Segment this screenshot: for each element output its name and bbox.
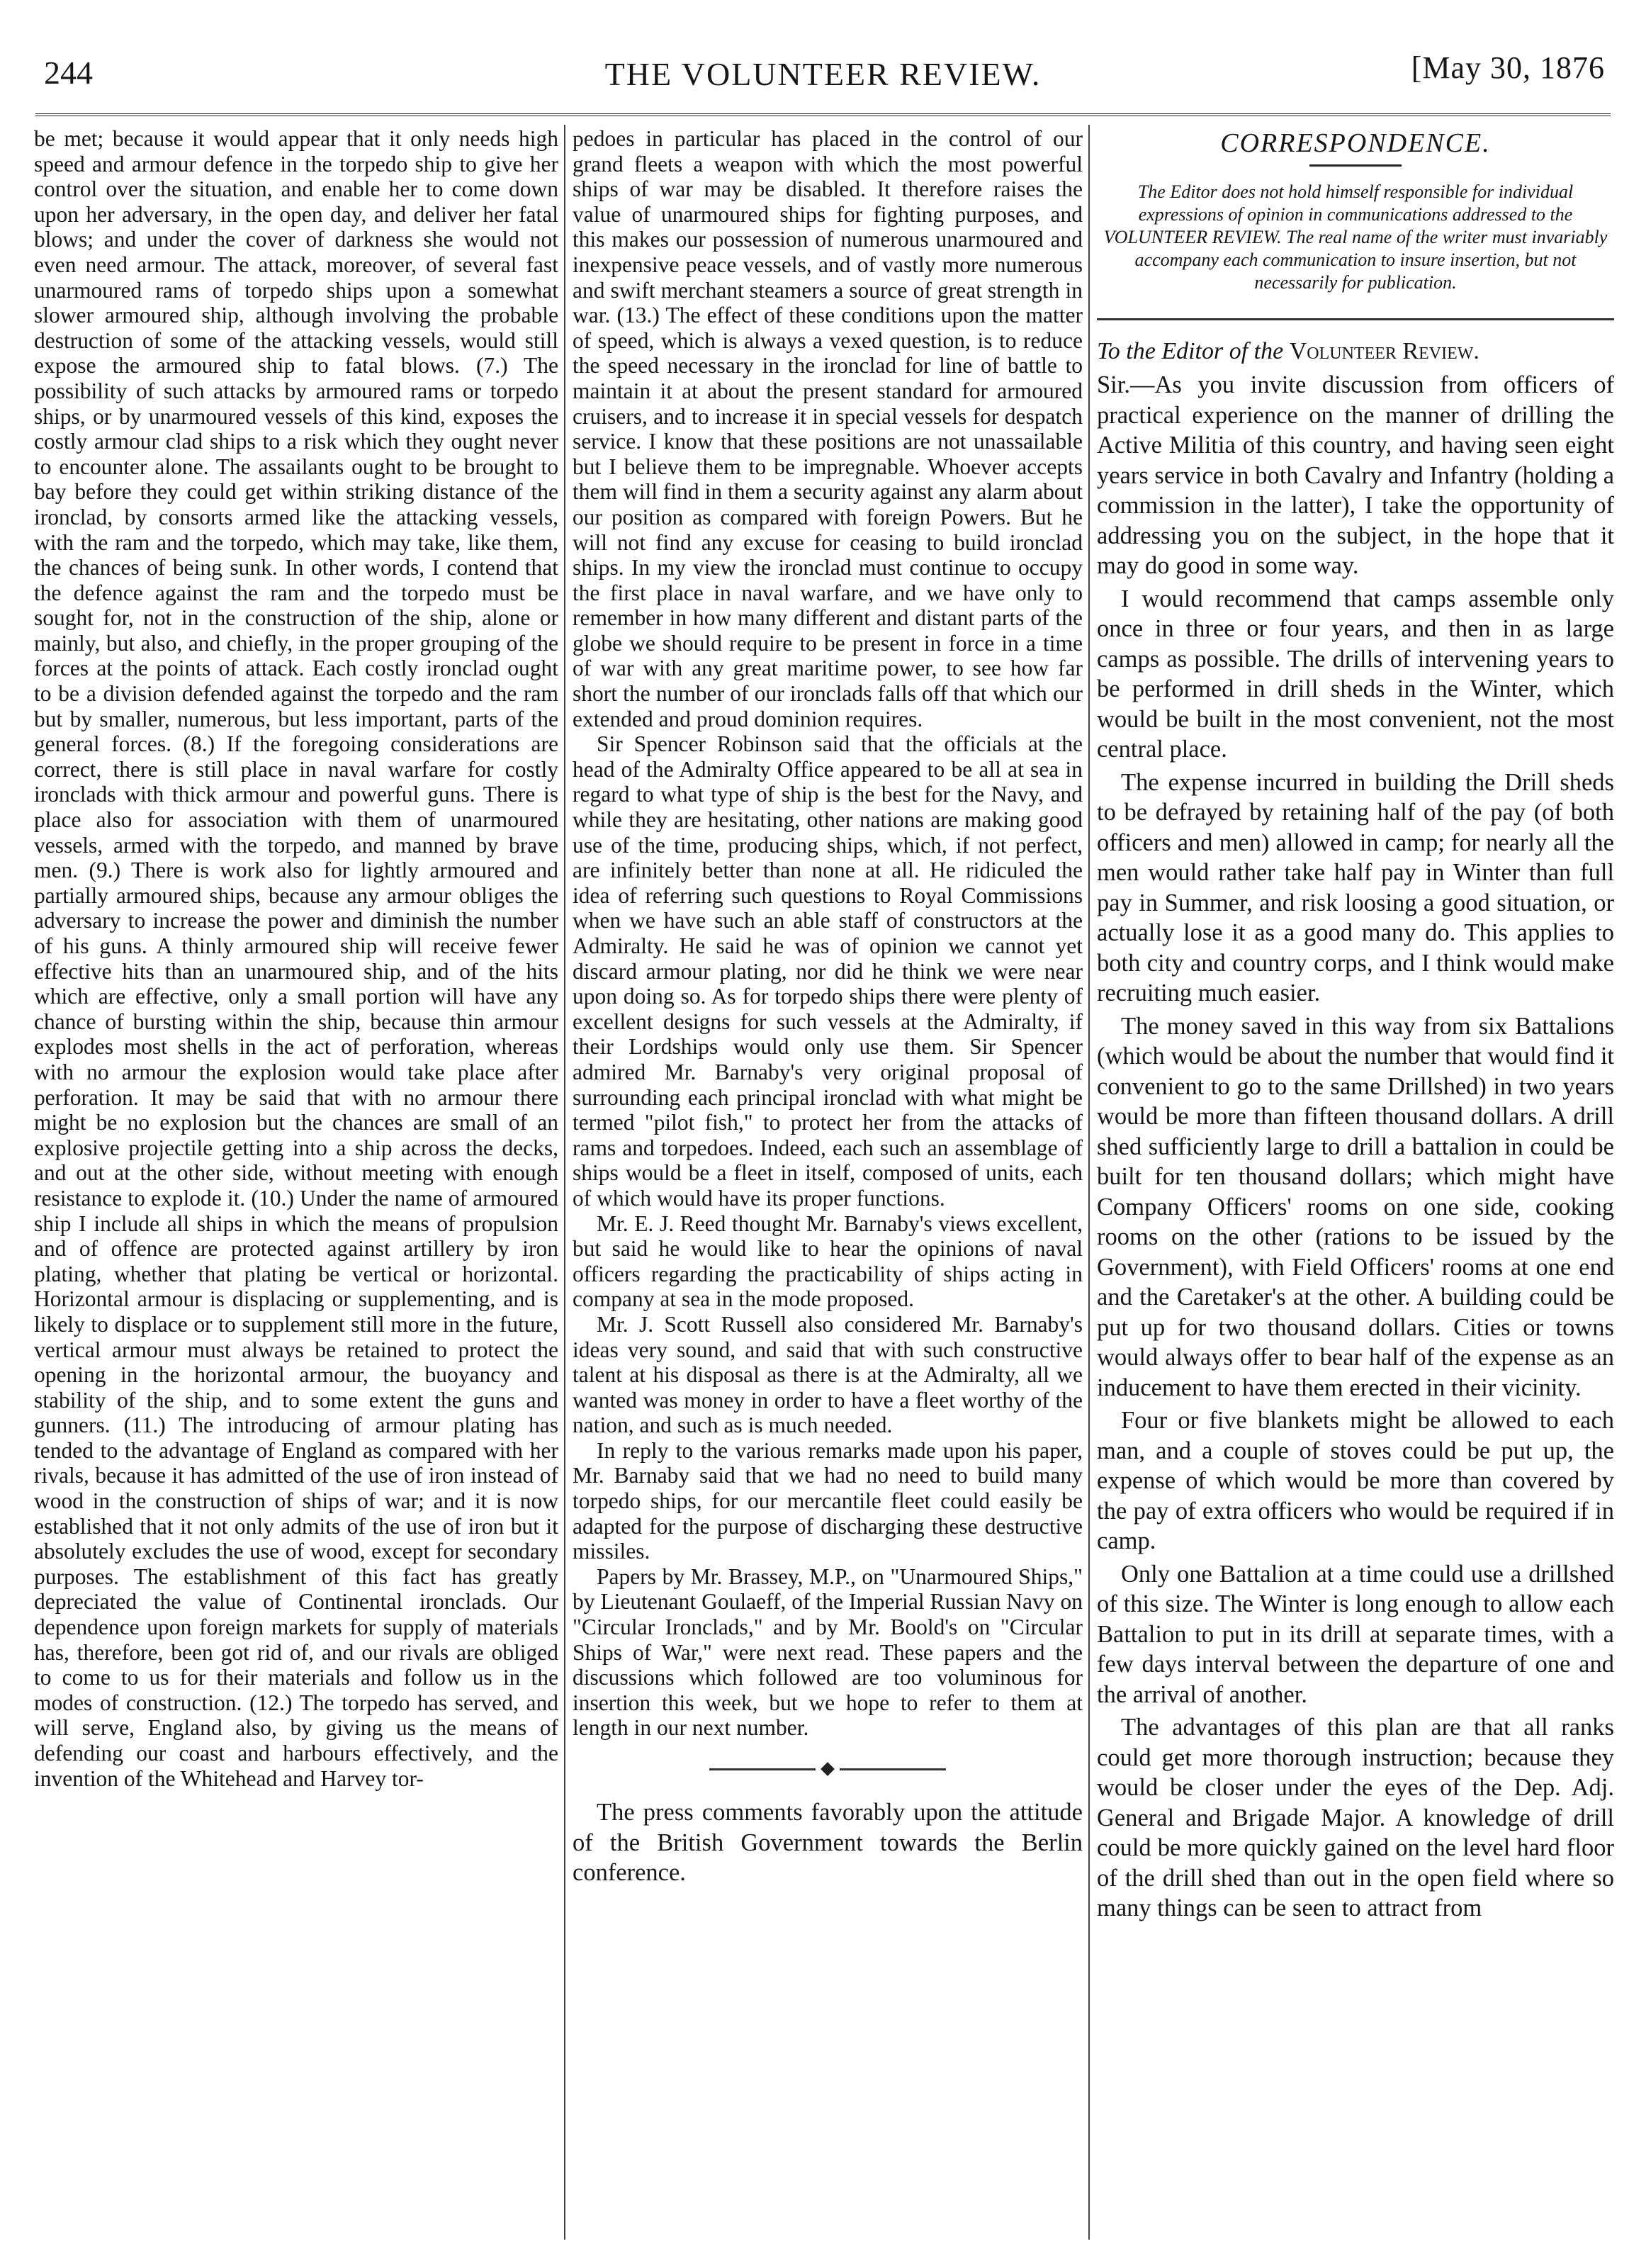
masthead-title: THE VOLUNTEER REVIEW. xyxy=(604,56,1042,92)
letter-paragraph: The money saved in this way from six Battalions (which would be about the number that would find it convenient to go to the same Drillshed) in two years would be more than fifteen thousand dollars. A drill shed sufficiently large to drill a battalion in could be built for ten thousand dollars; which might have Company Officers' rooms on one side, cooking rooms on the other (rations to be issued by the Government), with Field Officers' rooms at one end and the Caretaker's at the other. A building could be put up for two thousand dollars. Cities or towns would always offer to bear half of the expense as an inducement to have them erected in their vicinity. xyxy=(1097,1012,1614,1401)
article-paragraph: Sir Spencer Robinson said that the officials at the head of the Admiralty Office appeared to be all at sea in regard to what type of ship is the best for the Navy, and while they are hesitating, other nations are making good use of the time, producing ships, which, if not perfect, are infinitely better than none at all. He ridiculed the idea of referring such questions to Royal Commissions when we have such an able staff of constructors at the Admiralty. He said he was of opinion we cannot yet discard armour plating, nor did he think we were near upon doing so. As for torpedo ships there were plenty of excellent designs for such vessels at the Admiralty, if their Lordships would only use them. Sir Spencer admired Mr. Barnaby's very original proposal of surrounding each principal ironclad with what might be termed "pilot fish," to protect her from the attacks of rams and torpedoes. Indeed, each such an assemblage of ships would be a fleet in itself, composed of units, each of which would have its proper functions. xyxy=(573,731,1083,1211)
heading-rule xyxy=(1309,164,1402,167)
header-rule xyxy=(35,113,1611,116)
letter-address-name: Volunteer Review. xyxy=(1289,338,1479,364)
column-1 xyxy=(34,126,558,2242)
letter-paragraph: The expense incurred in building the Drill sheds to be defrayed by retaining half of the pay (of both officers and men) allowed in camp; for nearly all the men would rather take half pay in Winter than full pay in Summer, and risk loosing a good situation, or actually lose it as a good many do. This applies to both city and country corps, and I think would make recruiting much easier. xyxy=(1097,768,1614,1006)
section-heading: CORRESPONDENCE. xyxy=(1220,128,1491,158)
section-rule xyxy=(1097,318,1614,320)
editor-notice: The Editor does not hold himself responsible for individual expressions of opinion in communications addressed to the VOLUNTEER REVIEW. The real name of the writer must invariably accompany each communication to insure insertion, but not necessarily for publication. xyxy=(1103,181,1608,293)
letter-paragraph: Only one Battalion at a time could use a drillshed of this size. The Winter is long enough to allow each Battalion to put in its drill at separate times, with a few days interval between the departure of one and the arrival of another. xyxy=(1097,1560,1614,1708)
column-2 xyxy=(573,126,1083,2242)
letter-paragraph: Sir.—As you invite discussion from officers of practical experience on the manner of drilling the Active Militia of this country, and having seen eight years service in both Cavalry and Infantry (holding a commission in the latter), I take the opportunity of addressing you on the subject, in the hope that it may do good in some way. xyxy=(1097,371,1614,579)
letter-address xyxy=(1097,336,1614,367)
article-paragraph: Mr. J. Scott Russell also considered Mr. Barnaby's ideas very sound, and said that with such constructive talent at his disposal as there is at the Admiralty, all we wanted was money in order to have a fleet worthy of the nation, and such as is much needed. xyxy=(573,1311,1083,1438)
section-ornament xyxy=(573,1748,1083,1790)
column-3 xyxy=(1097,126,1614,2242)
article-paragraph: be met; because it would appear that it only needs high speed and armour defence in the torpedo ship to give her control over the situation, and enable her to come down upon her adversary, in the open day, and deliver her fatal blows; and under the cover of darkness she would not even need armour. The attack, moreover, of several fast unarmoured rams of torpedo ships upon a somewhat slower armoured ship, although involving the probable destruction of some of the attacking vessels, would still expose the armoured ship to fatal blows. (7.) The possibility of such attacks by armoured rams or torpedo ships, or by unarmoured vessels of this kind, exposes the costly armour clad ships to a risk which they ought never to encounter alone. The assailants ought to be brought to bay before they could get within striking distance of the ironclad, by consorts armed like the attacking vessels, with the ram and the torpedo, which may take, like them, the chances of being sunk. In other words, I contend that the defence against the ram and the torpedo must be sought for, not in the construction of the ship, alone or mainly, but also, and chiefly, in the proper grouping of the forces at the points of attack. Each costly ironclad ought to be a division defended against the torpedo and the ram but by smaller, numerous, but less important, parts of the general forces. (8.) If the foregoing considerations are correct, there is still place in naval warfare for costly ironclads with thick armour and powerful guns. There is place also for association with them of unarmoured vessels, armed with the torpedo, and manned by brave men. (9.) There is work also for lightly armoured and partially armoured ships, because any armour obliges the adversary to increase the power and diminish the number of his guns. A thinly armoured ship will receive fewer effective hits than an unarmoured ship, and of the hits which are effective, only a small portion will have any chance of bursting within the ship, because thin armour explodes most shells in the act of perforation, whereas with no armour the explosion would take place after perforation. It may be said that with no armour there might be no explosion but the chances are small of an explosive projectile getting into a ship across the decks, and out at the other side, without meeting with enough resistance to explode it. (10.) Under the name of armoured ship I include all ships in which the means of propulsion and of offence are protected against artillery by iron plating, whether that plating be vertical or horizontal. Horizontal armour is displacing or supplementing, and is likely to displace or to supplement still more in the future, vertical armour must always be retained to protect the opening in the horizontal armour, the buoyancy and stability of the ship, and to some extent the guns and gunners. (11.) The introducing of armour plating has tended to the advantage of England as compared with her rivals, because it has admitted of the use of iron instead of wood in the construction of ships of war; and it is now established that it not only admits of the use of iron but it absolutely excludes the use of wood, except for secondary purposes. The establishment of this fact has greatly depreciated the value of Continental ironclads. Our dependence upon foreign markets for supply of materials has, therefore, been got rid of, and our rivals are obliged to come to us for their materials and follow us in the modes of construction. (12.) The torpedo has served, and will serve, England also, by giving us the means of defending our coast and harbours effectively, and the invention of the Whitehead and Harvey tor- xyxy=(34,126,558,1791)
article-paragraph: pedoes in particular has placed in the control of our grand fleets a weapon with which the most powerful ships of war may be disabled. It therefore raises the value of unarmoured ships for fighting purposes, and this makes our possession of numerous unarmoured and inexpensive peace vessels, and of vastly more numerous and swift merchant steamers a source of great strength in war. (13.) The effect of these conditions upon the matter of speed, which is always a vexed question, is to reduce the speed necessary in the ironclad for line of battle to maintain it at about the present standard for armoured cruisers, and to increase it in special vessels for despatch service. I know that these positions are not unassailable but I believe them to be impregnable. Whoever accepts them will find in them a security against any alarm about our position as compared with foreign Powers. But he will not find any excuse for ceasing to build ironclad ships. In my view the ironclad must continue to occupy the first place in naval warfare, and we have only to remember in how many different and distant parts of the globe we should require to be present in force in a time of war with any great maritime power, to see how far short the number of our ironclads falls off that which our extended and proud dominion requires. xyxy=(573,126,1083,731)
letter-address-prefix: To the Editor of the xyxy=(1097,338,1284,364)
issue-date: [May 30, 1876 xyxy=(1411,50,1605,85)
article-paragraph: In reply to the various remarks made upon his paper, Mr. Barnaby said that we had no need to build many torpedo ships, for our mercantile fleet could easily be adapted for the purpose of discharging these destructive missiles. xyxy=(573,1437,1083,1564)
column-divider xyxy=(564,125,565,2240)
letter-paragraph: The advantages of this plan are that all ranks could get more thorough instruction; because they would be closer under the eyes of the Dep. Adj. General and Brigade Major. A knowledge of drill could be more quickly gained on the level hard floor of the drill shed than out in the open field where so many things can be seen to attract from xyxy=(1097,1714,1614,1921)
letter-paragraph: Four or five blankets might be allowed to each man, and a couple of stoves could be put up, the expense of which would be more than covered by the pay of extra officers who would be required if in camp. xyxy=(1097,1407,1614,1554)
news-brief: The press comments favorably upon the attitude of the British Government towards the Berlin conference. xyxy=(573,1799,1083,1886)
page-number: 244 xyxy=(44,55,93,91)
letter-paragraph: I would recommend that camps assemble only once in three or four years, and then in as large camps as possible. The drills of intervening years to be performed in drill sheds in the Winter, which would be built in the most convenient, not the most central place. xyxy=(1097,585,1614,763)
column-divider xyxy=(1088,125,1090,2240)
article-paragraph: Mr. E. J. Reed thought Mr. Barnaby's views excellent, but said he would like to hear the opinions of naval officers regarding the practicability of ships acting in company at sea in the mode proposed. xyxy=(573,1211,1083,1312)
article-paragraph: Papers by Mr. Brassey, M.P., on "Unarmoured Ships," by Lieutenant Goulaeff, of the Imperial Russian Navy on "Circular Ironclads," and by Mr. Boold's on "Circular Ships of War," were next read. These papers and the discussions which followed are too voluminous for insertion this week, but we hope to refer to them at length in our next number. xyxy=(573,1564,1083,1741)
page-header xyxy=(28,34,1618,112)
